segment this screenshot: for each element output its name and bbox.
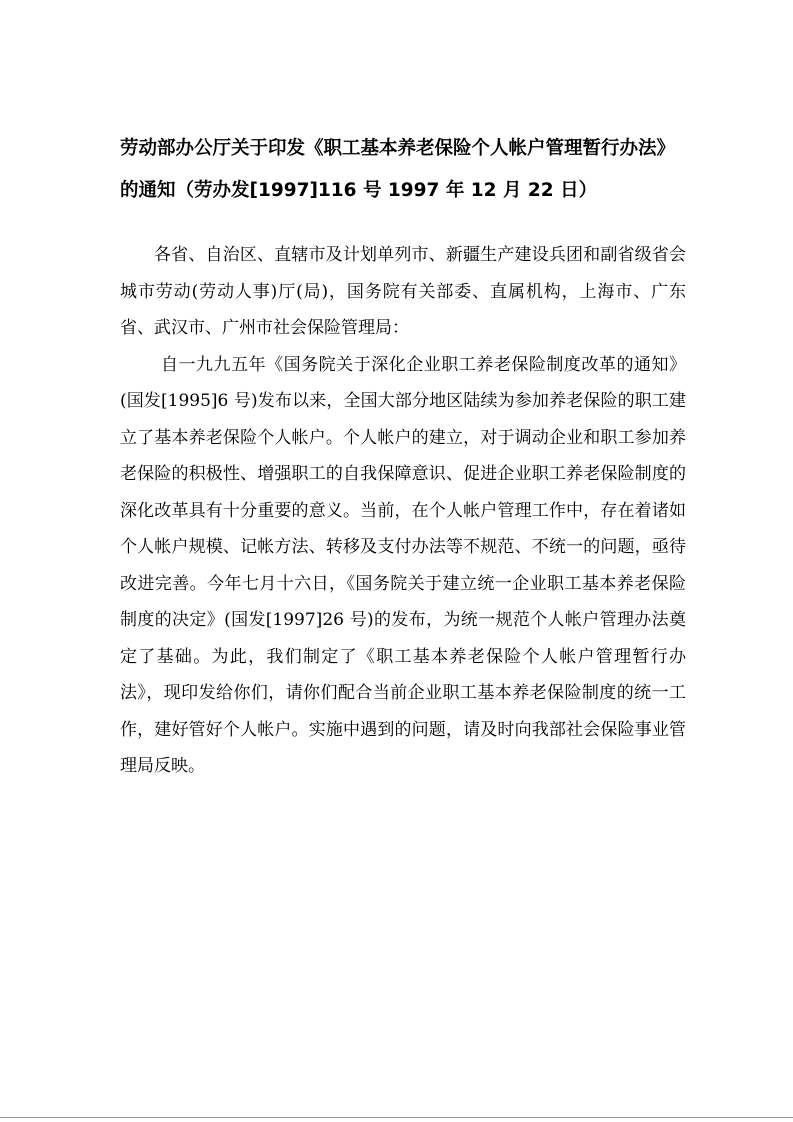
title-line-1: 劳动部办公厅关于印发《职工基本养老保险个人帐户管理暂行办法》 — [120, 138, 676, 159]
document-body — [120, 237, 686, 785]
title-line-2: 的通知（劳办发[1997]116 号 1997 年 12 月 22 日） — [120, 180, 598, 201]
addressee-paragraph: 各省、自治区、直辖市及计划单列市、新疆生产建设兵团和副省级省会城市劳动(劳动人事)厅(局)，国务院有关部委、直属机构，上海市、广东省、武汉市、广州市社会保险管理局： — [120, 245, 686, 338]
document-title — [120, 128, 680, 212]
page-bottom-divider — [0, 1117, 793, 1118]
notice-paragraph: 自一九九五年《国务院关于深化企业职工养老保险制度改革的通知》(国发[1995]6 号)发布以来，全国大部分地区陆续为参加养老保险的职工建立了基本养老保险个人帐户。个人帐户的建立，对于调动企业和职工参加养老保险的积极性、增强职工的自我保障意识、促进企业职工养老保险制度的深化改革具有十分重要的意义。当前，在个人帐户管理工作中，存在着诸如个人帐户规模、记帐方法、转移及支付办法等不规范、不统一的问题，亟待改进完善。今年七月十六日，《国务院关于建立统一企业职工基本养老保险制度的决定》(国发[1997]26 号)的发布，为统一规范个人帐户管理办法奠定了基础。为此，我们制定了《职工基本养老保险个人帐户管理暂行办法》，现印发给你们，请你们配合当前企业职工基本养老保险制度的统一工作，建好管好个人帐户。实施中遇到的问题，请及时向我部社会保险事业管理局反映。 — [120, 354, 686, 776]
